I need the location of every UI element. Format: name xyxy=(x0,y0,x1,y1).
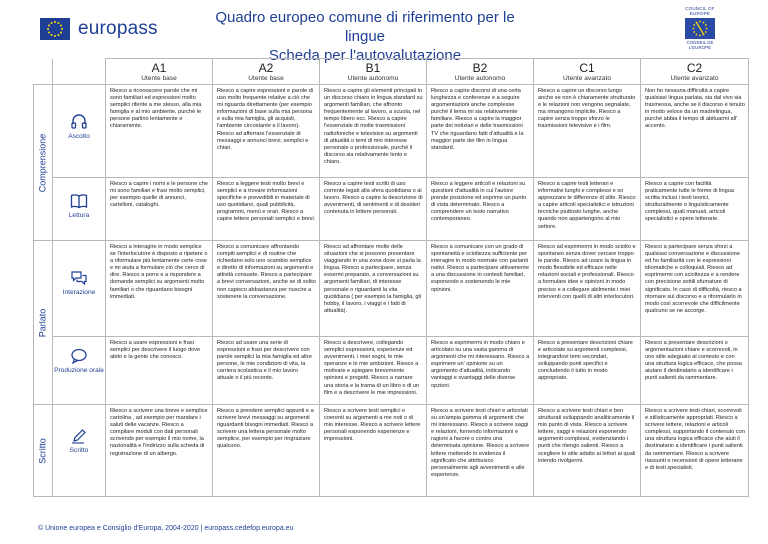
category-label: Comprensione xyxy=(37,133,48,192)
level-header-a1: A1 Utente base xyxy=(106,59,213,85)
descriptor-cell: Riesco a scrivere testi chiari e articolati su un'ampia gamma di argomenti che mi interessano. Riesco a scrivere saggi e relazioni, fornendo informazioni e ragioni a favore o contro una determinata opinione. Riesco a scrivere lettere mettendo in evidenza il significato che attribuisco personalmente agli avvenimenti e alle esperienze. xyxy=(427,405,534,497)
descriptor-cell: Riesco a prendere semplici appunti e a scrivere brevi messaggi su argomenti riguardanti bisogni immediati. Riesco a scrivere una lettera personale molto semplice, per esempio per ringraziare qualcuno. xyxy=(213,405,320,497)
skill-ascolto xyxy=(53,85,106,178)
descriptor-cell: Riesco a scrivere una breve e semplice cartolina , ad esempio per mandare i saluti delle vacanze. Riesco a compilare moduli con dati personali scrivendo per esempio il mio nome, la nazionalità e l'indirizzo sulla scheda di registrazione di un albergo. xyxy=(106,405,213,497)
descriptor-cell: Riesco ad usare una serie di espressioni e frasi per descrivere con parole semplici la mia famiglia ed altre persone, le mie condizioni di vita, la carriera scolastica e il mio lavoro attuale o il più recente. xyxy=(213,337,320,405)
descriptor-cell: Riesco a capire con facilità praticamente tutte le forme di lingua scritta inclusi i testi teorici, strutturalmente o linguisticamente complessi, quali manuali, articoli specialistici e opere letterarie. xyxy=(641,178,749,241)
descriptor-cell: Riesco a capire i nomi e le persone che mi sono familiari e frasi molto semplici, per esempio quelle di annunci, cartelloni, cataloghi. xyxy=(106,178,213,241)
descriptor-cell: Riesco a partecipare senza sforzi a qualsiasi conversazione e discussione ed ho familiarità con le espressioni idiomatiche e colloquiali. Riesco ad esprimermi con scioltezza e a rendere con precisione sottili sfumature di significato. In caso di difficoltà, riesco a ritornare sul discorso e a riformularlo in modo così scorrevole che difficilmente qualcuno se ne accorge. xyxy=(641,241,749,337)
category-scritto xyxy=(34,405,53,497)
level-header-b1: B1 Utente autonomo xyxy=(320,59,427,85)
descriptor-cell: Riesco a capire gli elementi principali in un discorso chiaro in lingua standard su argomenti familiari, che affronto frequentemente al lavoro, a scuola, nel tempo libero ecc. Riesco a capire l'essenziale di molte trasmissioni radiofoniche e televisive su argomenti di attualità o temi di mio interesse personale o professionale, purché il discorso sia relativamente lento e chiaro. xyxy=(320,85,427,178)
council-of-europe-logo xyxy=(676,6,724,50)
coe-bottom-label: CONSEIL DE L'EUROPE xyxy=(686,40,714,50)
speech-icon xyxy=(70,347,88,365)
dialog-icon xyxy=(70,269,88,287)
book-icon xyxy=(70,192,88,210)
title-line-2: Scheda per l'autovalutazione xyxy=(268,47,462,64)
page-title xyxy=(200,8,530,65)
level-header-c1: C1 Utente avanzato xyxy=(534,59,641,85)
skill-lettura xyxy=(53,178,106,241)
descriptor-cell: Riesco ad esprimermi in modo sciolto e spontaneo senza dover cercare troppo le parole. Riesco ad usare la lingua in modo flessibile ed efficace nelle relazioni sociali e professionali. Riesco a formulare idee e opinioni in modo preciso e a collegare abilmente i miei interventi con quelli di altri interlocutori. xyxy=(534,241,641,337)
grid-row-scritto xyxy=(34,405,749,497)
descriptor-cell: Riesco a comunicare affrontando compiti semplici e di routine che richiedano solo uno scambio semplice e diretto di informazioni su argomenti e attività consuete. Riesco a partecipare a brevi conversazioni, anche se di solito non capisco abbastanza per riuscire a sostenere la conversazione. xyxy=(213,241,320,337)
page-header xyxy=(0,0,768,64)
descriptor-cell: Riesco a presentare descrizioni o argomentazioni chiare e scorrevoli, in uno stile adeguato al contesto e con una struttura logica efficace, che possa aiutare il destinatario a identificare i punti salienti da rammentare. xyxy=(641,337,749,405)
descriptor-cell: Riesco a usare espressioni e frasi semplici per descrivere il luogo dove abito e la gente che conosco. xyxy=(106,337,213,405)
descriptor-cell: Riesco ad affrontare molte delle situazioni che si possono presentare viaggiando in una zona dove si parla la lingua. Riesco a partecipare, senza essermi preparato, a conversazioni su argomenti familiari, di interesse personale o riguardanti la vita quotidiana ( per esempio la famiglia, gli hobby, il lavoro, i viaggi e i fatti di attualità). xyxy=(320,241,427,337)
coe-flag-icon xyxy=(685,18,715,39)
descriptor-cell: Riesco a interagire in modo semplice se l'interlocutore è disposto a ripetere o a riformulare più lentamente certe cose e mi aiuta a formulare ciò che cerco di dire. Riesco a porre e a rispondere a domande semplici su argomenti molto familiari o che riguardano bisogni immediati. xyxy=(106,241,213,337)
title-line-1: Quadro europeo comune di riferimento per le lingue xyxy=(215,9,515,45)
skill-label: Produzione orale xyxy=(54,367,104,374)
grid-row-lettura xyxy=(34,178,749,241)
level-header-row xyxy=(34,59,749,85)
skill-produzione-orale xyxy=(53,337,106,405)
europass-logo[interactable] xyxy=(40,18,158,40)
descriptor-cell: Riesco a scrivere testi semplici e coerenti su argomenti a me noti o di mio interesse. Riesco a scrivere lettere personali esponendo esperienze e impressioni. xyxy=(320,405,427,497)
self-assessment-grid xyxy=(33,58,749,497)
category-label: Parlato xyxy=(37,308,48,337)
skill-label: Scritto xyxy=(69,447,89,454)
grid-row-ascolto xyxy=(34,85,749,178)
logo-text: europass xyxy=(78,18,158,39)
coe-top-label: COUNCIL OF EUROPE xyxy=(685,6,715,16)
category-comprensione xyxy=(34,85,53,241)
skill-label: Ascolto xyxy=(68,133,90,140)
descriptor-cell: Riesco a scrivere testi chiari, scorrevoli e stilisticamente appropriati. Riesco a scrivere lettere, relazioni e articoli complessi, supportando il contenuto con una struttura logica efficace che aiuti il destinatario a identificare i punti salienti da rammentare. Riesco a scrivere riassunti e recensioni di opere letterarie e di testi specialisti. xyxy=(641,405,749,497)
grid-row-interazione xyxy=(34,241,749,337)
headphones-icon xyxy=(70,113,88,131)
skill-interazione xyxy=(53,241,106,337)
level-header-a2: A2 Utente base xyxy=(213,59,320,85)
descriptor-cell: Non ho nessuna difficoltà a capire qualsiasi lingua parlata, sia dal vivo sia trasmessa, anche se il discorso è tenuto in modo veloce da un madrelingua, purché abbia il tempo di abituarmi all' accento. xyxy=(641,85,749,178)
descriptor-cell: Riesco a presentare descrizioni chiare e articolate su argomenti complessi, integrandovi temi secondari, sviluppando punti specifici e concludendo il tutto in modo appropriato. xyxy=(534,337,641,405)
descriptor-cell: Riesco a capire testi scritti di uso corrente legati alla sfera quotidiana o al lavoro. Riesco a capire la descrizione di avvenimenti, di sentimenti e di desideri contenuta in lettere personali. xyxy=(320,178,427,241)
grid-row-produzione-orale xyxy=(34,337,749,405)
descriptor-cell: Riesco a capire espressioni e parole di uso molto frequente relative a ciò che mi riguarda direttamente (per esempio informazioni di base sulla mia persona e sulla mia famiglia, gli acquisti, l'ambiente circostante e il lavoro). Riesco ad afferrare l'essenziale di messaggi e annunci brevi, semplici e chiari. xyxy=(213,85,320,178)
descriptor-cell: Riesco a descrivere, collegando semplici espressioni, esperienze ed avvenimenti, i miei sogni, le mie speranze e le mie ambizioni. Riesco a motivare e spiegare brevemente opinioni e progetti. Riesco a narrare una storia e la trama di un libro o di un film e a descrivere le mie impressioni. xyxy=(320,337,427,405)
descriptor-cell: Riesco a comunicare con un grado di spontaneità e scioltezza sufficiente per interagire in modo normale con parlanti nativi. Riesco a partecipare attivamente a una discussione in contesti familiari, esponendo e sostenendo le mie opinioni. xyxy=(427,241,534,337)
descriptor-cell: Riesco a capire un discorso lungo anche se non è chiaramente strutturato e le relazioni non vengono segnalate, ma rimangono implicite. Riesco a capire senza troppo sforzo le trasmissioni televisive e i film. xyxy=(534,85,641,178)
eu-flag-icon xyxy=(40,18,70,40)
descriptor-cell: Riesco a scrivere testi chiari e ben strutturati sviluppando analiticamente il mio punto di vista. Riesco a scrivere lettere, saggi e relazioni esponendo argomenti complessi, evidenziando i punti che ritengo salienti. Riesco a scegliere lo stile adatto ai lettori ai quali intendo rivolgermi. xyxy=(534,405,641,497)
skill-label: Interazione xyxy=(62,289,96,296)
level-header-b2: B2 Utente autonomo xyxy=(427,59,534,85)
descriptor-cell: Riesco a capire testi letterari e informativi lunghi e complessi e so apprezzare le differenze di stile. Riesco a capire articoli specialistici e istruzioni tecniche piuttosto lunghe, anche quando non appartengono al mio settore. xyxy=(534,178,641,241)
descriptor-cell: Riesco a capire discorsi di una certa lunghezza e conferenze e a seguire argomentazioni anche complesse purché il tema mi sia relativamente familiare. Riesco a capire la maggior parte dei notiziari e delle trasmissioni TV che riguardano fatti d'attualità e la maggior parte dei film in lingua standard. xyxy=(427,85,534,178)
skill-label: Lettura xyxy=(68,212,90,219)
category-label: Scritto xyxy=(37,437,48,464)
skill-scritto xyxy=(53,405,106,497)
descriptor-cell: Riesco a esprimermi in modo chiaro e articolato su una vasta gamma di argomenti che mi interessano. Riesco a esprimere un' opinione su un argomento d'attualità, indicando vantaggi e svantaggi delle diverse opzioni. xyxy=(427,337,534,405)
category-parlato xyxy=(34,241,53,405)
level-header-c2: C2 Utente avanzato xyxy=(641,59,749,85)
descriptor-cell: Riesco a riconoscere parole che mi sono familiari ed espressioni molto semplici riferite a me stesso, alla mia famiglia e al mio ambiente, purché le persone parlino lentamente e chiaramente. xyxy=(106,85,213,178)
footer-copyright: © Unione europea e Consiglio d'Europa, 2004-2020 | europass.cedefop.europa.eu xyxy=(38,525,294,532)
descriptor-cell: Riesco a leggere testi molto brevi e semplici e a trovare informazioni specifiche e prevedibili in materiale di uso quotidiano, quali pubblicità, programmi, menù e orari. Riesco a capire lettere personali semplici e brevi. xyxy=(213,178,320,241)
pen-icon xyxy=(70,427,88,445)
descriptor-cell: Riesco a leggere articoli e relazioni su questioni d'attualità in cui l'autore prende posizione ed esprime un punto di vista determinato. Riesco a comprendere un testo narrativo contemporaneo. xyxy=(427,178,534,241)
